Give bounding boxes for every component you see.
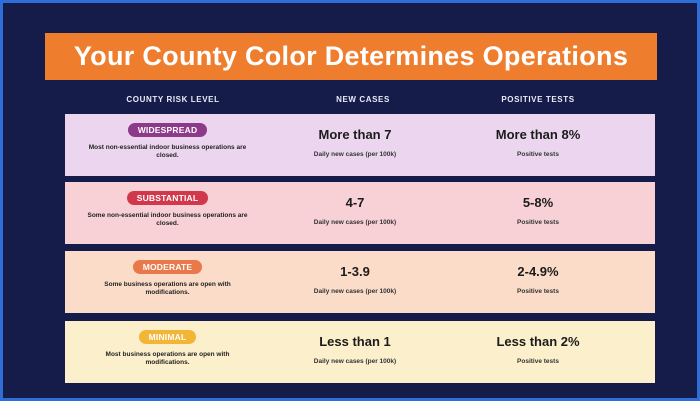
tier-description: Some non-essential indoor business operations are closed. (87, 212, 248, 227)
tier-badge: SUBSTANTIAL (127, 191, 209, 205)
risk-cell (65, 321, 270, 383)
tier-badge: MODERATE (133, 260, 203, 274)
tests-subtitle: Positive tests (517, 219, 559, 226)
tests-subtitle: Positive tests (517, 151, 559, 158)
header-new-cases: NEW CASES (336, 95, 390, 104)
tests-value: Less than 2% (496, 334, 580, 349)
cases-value: 4-7 (345, 195, 365, 210)
tier-row-moderate (65, 251, 655, 313)
tier-row-widespread (65, 114, 655, 176)
tests-subtitle: Positive tests (517, 358, 559, 365)
cases-value: 1-3.9 (340, 264, 370, 279)
cases-value: Less than 1 (319, 334, 391, 349)
cases-subtitle: Daily new cases (per 100k) (313, 219, 397, 226)
tier-row-substantial (65, 182, 655, 244)
tests-value: 2-4.9% (517, 264, 559, 279)
tests-cell (443, 182, 633, 244)
tier-badge: MINIMAL (139, 330, 197, 344)
cases-subtitle: Daily new cases (per 100k) (313, 151, 397, 158)
cases-cell (260, 251, 450, 313)
tier-badge: WIDESPREAD (128, 123, 208, 137)
cases-value: More than 7 (318, 127, 392, 142)
cases-subtitle: Daily new cases (per 100k) (313, 288, 397, 295)
header-county-risk-level: COUNTY RISK LEVEL (126, 95, 220, 104)
header-positive-tests: POSITIVE TESTS (501, 95, 575, 104)
cases-cell (260, 114, 450, 176)
tier-description: Most non-essential indoor business operations are closed. (88, 144, 247, 159)
tests-cell (443, 114, 633, 176)
page-title: Your County Color Determines Operations (73, 41, 629, 71)
tests-subtitle: Positive tests (517, 288, 559, 295)
tests-value: More than 8% (495, 127, 581, 142)
cases-cell (260, 182, 450, 244)
tests-cell (443, 321, 633, 383)
column-headers (0, 95, 700, 109)
tier-row-minimal (65, 321, 655, 383)
cases-subtitle: Daily new cases (per 100k) (313, 358, 397, 365)
cases-cell (260, 321, 450, 383)
risk-cell (65, 182, 270, 244)
tests-value: 5-8% (522, 195, 554, 210)
tier-description: Some business operations are open with modifications. (104, 281, 231, 296)
title-banner (45, 33, 657, 80)
risk-cell (65, 114, 270, 176)
tests-cell (443, 251, 633, 313)
tier-description: Most business operations are open with modifications. (105, 351, 230, 366)
risk-cell (65, 251, 270, 313)
